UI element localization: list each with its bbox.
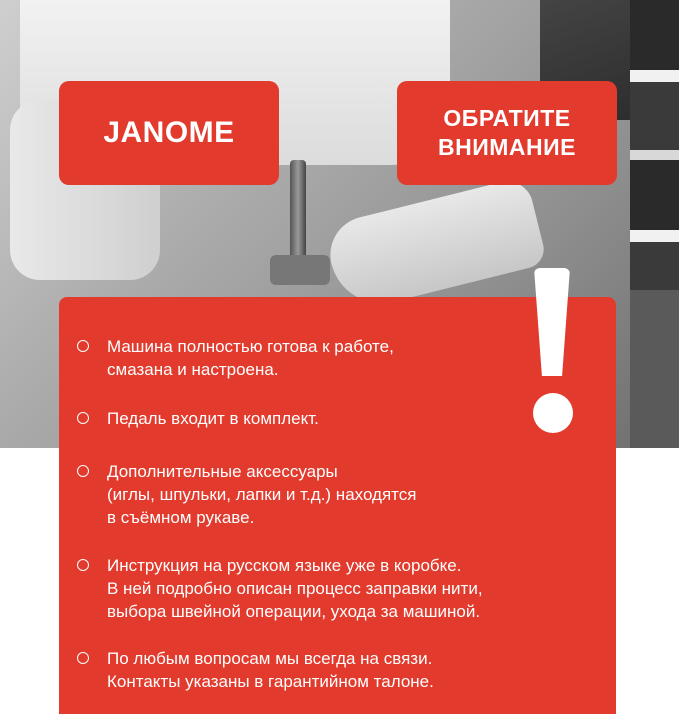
list-item-text: Инструкция на русском языке уже в коробке.	[107, 556, 462, 575]
circle-outline-icon	[77, 465, 89, 477]
list-item-text: смазана и настроена.	[107, 360, 279, 379]
circle-outline-icon	[77, 340, 89, 352]
circle-outline-icon	[77, 559, 89, 571]
brand-logo-text: JANOME	[103, 116, 235, 149]
list-item-text: По любым вопросам мы всегда на связи.	[107, 649, 433, 668]
list-item-text: (иглы, шпульки, лапки и т.д.) находятся	[107, 485, 417, 504]
info-panel	[59, 297, 616, 714]
list-item-text: Дополнительные аксессуары	[107, 462, 338, 481]
notice-line-2: ВНИМАНИЕ	[437, 134, 576, 160]
exclamation-dot-icon	[533, 393, 573, 433]
list-item-text: Машина полностью готова к работе,	[107, 337, 394, 356]
list-item-text: Контакты указаны в гарантийном талоне.	[107, 672, 434, 691]
list-item-text: В ней подробно описан процесс заправки нити,	[107, 579, 483, 598]
list-item-text: в съёмном рукаве.	[107, 508, 255, 527]
presser-foot	[270, 255, 330, 285]
notice-badge	[397, 81, 617, 185]
list-item-text: Педаль входит в комплект.	[107, 409, 319, 428]
hand	[322, 176, 548, 314]
notice-line-1: ОБРАТИТЕ	[443, 105, 571, 131]
list-item-text: выбора швейной операции, ухода за машиной.	[107, 602, 481, 621]
circle-outline-icon	[77, 412, 89, 424]
brand-badge	[59, 81, 279, 185]
fabric-bottom	[630, 290, 679, 448]
circle-outline-icon	[77, 652, 89, 664]
